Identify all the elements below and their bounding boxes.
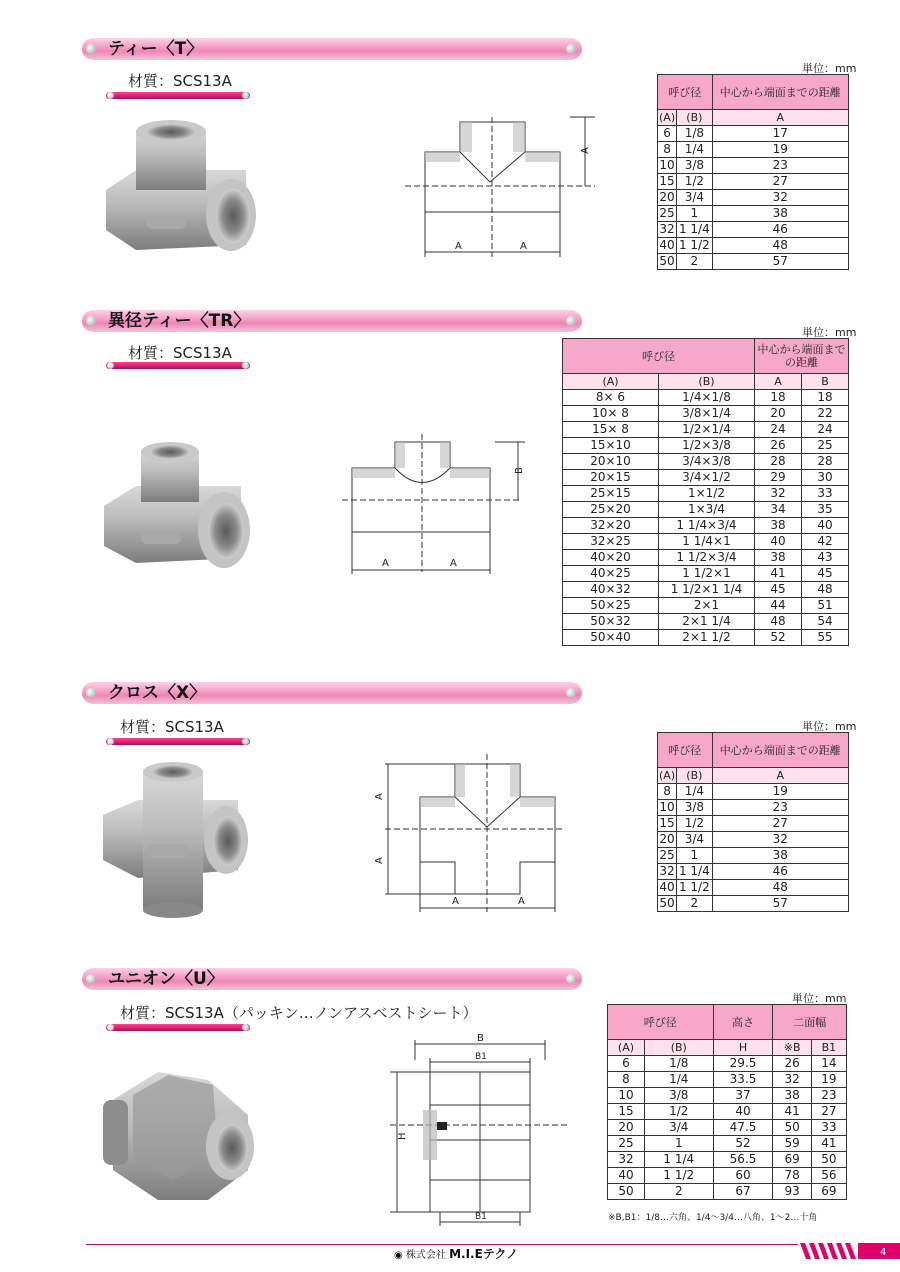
table-cell: 52 — [755, 630, 802, 646]
table-cell: 38 — [773, 1088, 811, 1104]
table-cell: 2 — [677, 896, 713, 912]
table-cell: 56 — [811, 1168, 846, 1184]
table-row — [658, 816, 849, 832]
table-cell: 40×20 — [563, 550, 659, 566]
table-row — [563, 502, 849, 518]
table-cell: 38 — [712, 206, 848, 222]
table-cell: 32×25 — [563, 534, 659, 550]
table-cell: 1 1/2×1 1/4 — [659, 582, 755, 598]
section-banner-tee — [82, 38, 582, 60]
table-cell: 3/8 — [644, 1088, 713, 1104]
unit-label: 単位：mm — [792, 992, 847, 1005]
table-cell: 6 — [658, 126, 677, 142]
table-row — [608, 1056, 847, 1072]
material-label: 材質：SCS13A — [128, 72, 232, 90]
table-row — [658, 190, 849, 206]
reducing-tee-drawing — [340, 432, 540, 577]
table-row — [563, 470, 849, 486]
table-cell: 47.5 — [713, 1120, 773, 1136]
table-cell: 23 — [712, 800, 848, 816]
table-cell: 48 — [712, 238, 848, 254]
table-cell: 10 — [659, 158, 675, 172]
table-row — [608, 1072, 847, 1088]
table-cell: 50×25 — [563, 598, 659, 614]
table-cell: 33 — [802, 486, 849, 502]
table-cell: 1 — [677, 206, 713, 222]
table-cell: 2×1 1/4 — [659, 614, 755, 630]
bullet-icon — [566, 688, 576, 698]
table-cell: 32 — [755, 486, 802, 502]
table-body — [658, 126, 849, 270]
table-cell: 20×15 — [563, 470, 659, 486]
table-cell: 27 — [811, 1104, 846, 1120]
header-size: 呼び径 — [658, 733, 713, 768]
table-cell: 27 — [712, 816, 848, 832]
table-cell: 1 1/4×1 — [659, 534, 755, 550]
dim-A-label: A — [450, 558, 457, 569]
header-A: A — [712, 110, 848, 126]
table-cell: 28 — [755, 454, 802, 470]
table-cell: 40×32 — [563, 582, 659, 598]
table-body — [563, 390, 849, 646]
table-cell: 57 — [712, 254, 848, 270]
table-cell: 35 — [802, 502, 849, 518]
table-cell: 50 — [659, 254, 675, 268]
table-cell: 40 — [713, 1104, 773, 1120]
header-b: (B) — [644, 1040, 713, 1056]
table-row — [563, 566, 849, 582]
section-title: クロス〈X〉 — [108, 683, 207, 703]
cross-photo — [98, 760, 258, 920]
table-cell: 1 1/4×3/4 — [659, 518, 755, 534]
header-size: 呼び径 — [563, 339, 755, 374]
table-cell: 2 — [677, 254, 713, 270]
table-cell: 50×32 — [563, 614, 659, 630]
table-cell: 24 — [755, 422, 802, 438]
table-cell: 18 — [755, 390, 802, 406]
table-cell: 20 — [608, 1120, 645, 1136]
table-row — [563, 630, 849, 646]
table-row — [608, 1088, 847, 1104]
table-cell: 1 1/4 — [644, 1152, 713, 1168]
table-cell: 8 — [658, 142, 677, 158]
unit-label: 単位：mm — [802, 720, 857, 733]
table-row — [563, 550, 849, 566]
table-cell: 1/2 — [644, 1104, 713, 1120]
table-cell: 22 — [802, 406, 849, 422]
section-title: ユニオン〈U〉 — [108, 969, 224, 989]
table-cell: 1 1/2 — [677, 238, 713, 254]
header-A: A — [755, 374, 802, 390]
reducing-tee-photo — [96, 438, 256, 578]
table-cell: 2 — [644, 1184, 713, 1200]
table-row — [658, 158, 849, 174]
dim-B-label: B — [477, 1033, 484, 1044]
header-a: (A) — [608, 1040, 645, 1056]
table-row — [563, 406, 849, 422]
table-cell: 25×15 — [563, 486, 659, 502]
header-b: (B) — [677, 768, 713, 784]
table-cell: 14 — [811, 1056, 846, 1072]
table-cell: 33 — [811, 1120, 846, 1136]
header-a: (A) — [659, 111, 676, 124]
table-cell: 25 — [659, 848, 675, 862]
table-cell: 8 — [658, 784, 677, 800]
table-cell: 1 — [677, 848, 713, 864]
dim-A-label: A — [452, 896, 459, 907]
table-cell: 41 — [773, 1104, 811, 1120]
table-cell: 20×10 — [563, 454, 659, 470]
bullet-icon — [86, 974, 96, 984]
bullet-icon — [566, 974, 576, 984]
table-cell: 54 — [802, 614, 849, 630]
table-cell: 1×1/2 — [659, 486, 755, 502]
table-cell: 1/4 — [677, 784, 713, 800]
bullet-icon — [566, 316, 576, 326]
table-row — [563, 518, 849, 534]
table-row — [608, 1120, 847, 1136]
company-prefix: 株式会社 — [405, 1250, 446, 1261]
section-title: ティー〈T〉 — [108, 39, 204, 59]
table-cell: 51 — [802, 598, 849, 614]
table-cell: 1/8 — [644, 1056, 713, 1072]
table-cell: 24 — [802, 422, 849, 438]
table-row — [658, 174, 849, 190]
reducing-tee-spec-table — [562, 338, 849, 646]
table-cell: 1/2 — [677, 174, 713, 190]
table-cell: 1 1/4 — [677, 222, 713, 238]
table-cell: 1/4 — [644, 1072, 713, 1088]
table-cell: 3/8×1/4 — [659, 406, 755, 422]
material-label: 材質：SCS13A（パッキン…ノンアスベストシート） — [120, 1004, 478, 1022]
table-cell: 40 — [608, 1168, 645, 1184]
table-row — [563, 614, 849, 630]
table-cell: 45 — [802, 566, 849, 582]
table-cell: 37 — [713, 1088, 773, 1104]
table-cell: 48 — [755, 614, 802, 630]
unit-label: 単位：mm — [802, 62, 857, 75]
table-cell: 19 — [712, 142, 848, 158]
footnote: ※B,B1：1/8…六角、1/4〜3/4…八角、1〜2…十角 — [608, 1213, 818, 1223]
material-underline — [106, 92, 250, 99]
table-cell: 32×20 — [563, 518, 659, 534]
table-cell: 1 1/2×1 — [659, 566, 755, 582]
table-row — [608, 1104, 847, 1120]
table-cell: 44 — [755, 598, 802, 614]
table-cell: 1/8 — [677, 126, 713, 142]
header-a: (A) — [563, 374, 659, 390]
table-row — [658, 238, 849, 254]
table-cell: 69 — [811, 1184, 846, 1200]
dim-B1-label: B1 — [475, 1052, 487, 1062]
header-b: (B) — [659, 374, 755, 390]
table-cell: 1 1/2×3/4 — [659, 550, 755, 566]
table-cell: 20 — [659, 832, 675, 846]
material-label: 材質：SCS13A — [120, 718, 224, 736]
table-cell: 25×20 — [563, 502, 659, 518]
footer-company — [394, 1245, 518, 1262]
table-cell: 40 — [755, 534, 802, 550]
dim-B1-label: B1 — [475, 1212, 487, 1222]
table-cell: 1×3/4 — [659, 502, 755, 518]
table-row — [658, 864, 849, 880]
table-cell: 1/2×1/4 — [659, 422, 755, 438]
table-cell: 41 — [811, 1136, 846, 1152]
table-cell: 46 — [712, 864, 848, 880]
dim-A-label: A — [455, 241, 462, 252]
table-row — [563, 534, 849, 550]
table-row — [658, 784, 849, 800]
table-cell: 32 — [773, 1072, 811, 1088]
company-logo-icon: ◉ — [394, 1250, 406, 1261]
table-cell: 1 1/2 — [677, 880, 713, 896]
table-cell: 3/4 — [644, 1120, 713, 1136]
table-cell: 1/4 — [677, 142, 713, 158]
dim-A-label: A — [518, 896, 525, 907]
table-cell: 15×10 — [563, 438, 659, 454]
table-row — [563, 454, 849, 470]
table-row — [658, 896, 849, 912]
section-banner-cross — [82, 682, 582, 704]
dim-B-label: B — [514, 467, 525, 474]
table-cell: 2×1 1/2 — [659, 630, 755, 646]
table-row — [608, 1136, 847, 1152]
table-row — [658, 254, 849, 270]
table-cell: 15× 8 — [563, 422, 659, 438]
table-cell: 40 — [802, 518, 849, 534]
cross-spec-table — [657, 732, 849, 912]
table-cell: 3/4 — [677, 190, 713, 206]
table-cell: 28 — [802, 454, 849, 470]
table-cell: 1 — [644, 1136, 713, 1152]
table-cell: 15 — [659, 174, 675, 188]
table-cell: 57 — [712, 896, 848, 912]
table-cell: 26 — [773, 1056, 811, 1072]
table-cell: 48 — [712, 880, 848, 896]
table-cell: 23 — [811, 1088, 846, 1104]
table-cell: 40 — [659, 880, 675, 894]
table-cell: 1 1/2 — [644, 1168, 713, 1184]
header-B: ※B — [773, 1040, 811, 1056]
dim-A-label: A — [382, 558, 389, 569]
table-cell: 23 — [712, 158, 848, 174]
table-cell: 27 — [712, 174, 848, 190]
table-cell: 10 — [608, 1088, 645, 1104]
table-cell: 25 — [802, 438, 849, 454]
table-cell: 10 — [659, 800, 675, 814]
table-cell: 3/4×3/8 — [659, 454, 755, 470]
material-underline — [106, 738, 250, 745]
table-row — [563, 598, 849, 614]
table-cell: 50 — [659, 896, 675, 910]
table-cell: 67 — [713, 1184, 773, 1200]
table-row — [563, 582, 849, 598]
table-cell: 93 — [773, 1184, 811, 1200]
table-row — [658, 880, 849, 896]
table-cell: 40×25 — [563, 566, 659, 582]
table-cell: 33.5 — [713, 1072, 773, 1088]
table-cell: 29.5 — [713, 1056, 773, 1072]
header-dist: 中心から端面までの距離 — [712, 733, 848, 768]
union-spec-table — [607, 1004, 847, 1200]
header-H: H — [713, 1040, 773, 1056]
table-cell: 56.5 — [713, 1152, 773, 1168]
bullet-icon — [86, 44, 96, 54]
page-number-badge — [800, 1243, 900, 1259]
table-row — [608, 1184, 847, 1200]
dim-A-label: A — [374, 793, 385, 800]
header-flats: 二面幅 — [773, 1005, 847, 1040]
unit-label: 単位：mm — [802, 326, 857, 339]
table-row — [563, 390, 849, 406]
header-a: (A) — [659, 769, 676, 782]
table-cell: 10× 8 — [563, 406, 659, 422]
table-cell: 46 — [712, 222, 848, 238]
dim-H-label: H — [397, 1132, 408, 1140]
table-cell: 32 — [608, 1152, 645, 1168]
table-cell: 50 — [811, 1152, 846, 1168]
table-cell: 34 — [755, 502, 802, 518]
cross-drawing — [370, 752, 570, 917]
table-cell: 32 — [712, 190, 848, 206]
table-row — [658, 848, 849, 864]
table-cell: 20 — [755, 406, 802, 422]
union-drawing — [385, 1030, 575, 1230]
table-cell: 3/4 — [677, 832, 713, 848]
table-cell: 40 — [659, 238, 675, 252]
table-cell: 38 — [755, 550, 802, 566]
table-cell: 25 — [608, 1136, 645, 1152]
table-row — [563, 486, 849, 502]
table-cell: 6 — [608, 1056, 645, 1072]
table-body — [658, 784, 849, 912]
dim-A-label: A — [520, 241, 527, 252]
table-cell: 3/8 — [677, 158, 713, 174]
header-b: (B) — [677, 110, 713, 126]
table-row — [563, 422, 849, 438]
tee-photo — [96, 120, 266, 270]
header-B1: B1 — [811, 1040, 846, 1056]
table-cell: 48 — [802, 582, 849, 598]
table-cell: 1 1/4 — [677, 864, 713, 880]
table-body — [608, 1056, 847, 1200]
table-cell: 3/8 — [677, 800, 713, 816]
table-cell: 41 — [755, 566, 802, 582]
tee-spec-table — [657, 74, 849, 270]
table-cell: 32 — [659, 864, 675, 878]
header-dist: 中心から端面までの距離 — [755, 339, 849, 374]
dim-A-label: A — [580, 147, 591, 154]
table-row — [608, 1152, 847, 1168]
table-row — [658, 800, 849, 816]
table-cell: 50 — [773, 1120, 811, 1136]
header-size: 呼び径 — [608, 1005, 714, 1040]
table-cell: 38 — [712, 848, 848, 864]
bullet-icon — [566, 44, 576, 54]
table-cell: 32 — [659, 222, 675, 236]
table-cell: 29 — [755, 470, 802, 486]
material-label: 材質：SCS13A — [128, 344, 232, 362]
table-cell: 15 — [608, 1104, 645, 1120]
table-cell: 78 — [773, 1168, 811, 1184]
table-cell: 32 — [712, 832, 848, 848]
bullet-icon — [86, 316, 96, 326]
tee-drawing — [400, 112, 600, 262]
table-cell: 43 — [802, 550, 849, 566]
header-size: 呼び径 — [658, 75, 713, 110]
table-cell: 26 — [755, 438, 802, 454]
material-underline — [106, 362, 250, 369]
section-title: 異径ティー〈TR〉 — [108, 311, 251, 331]
table-cell: 8 — [608, 1072, 645, 1088]
bullet-icon — [86, 688, 96, 698]
table-cell: 15 — [659, 816, 675, 830]
table-cell: 42 — [802, 534, 849, 550]
table-cell: 18 — [802, 390, 849, 406]
company-name: M.I.Eテクノ — [449, 1247, 519, 1261]
table-cell: 25 — [659, 206, 675, 220]
table-cell: 2×1 — [659, 598, 755, 614]
table-cell: 3/4×1/2 — [659, 470, 755, 486]
table-row — [658, 126, 849, 142]
header-dist: 中心から端面までの距離 — [712, 75, 848, 110]
table-cell: 38 — [755, 518, 802, 534]
union-photo — [98, 1060, 258, 1210]
table-cell: 8× 6 — [563, 390, 659, 406]
section-banner-union — [82, 968, 582, 990]
table-row — [658, 832, 849, 848]
table-cell: 19 — [712, 784, 848, 800]
table-cell: 55 — [802, 630, 849, 646]
table-cell: 1/2×3/8 — [659, 438, 755, 454]
table-cell: 19 — [811, 1072, 846, 1088]
dim-A-label: A — [374, 857, 385, 864]
table-row — [658, 222, 849, 238]
table-cell: 50×40 — [563, 630, 659, 646]
header-height: 高さ — [713, 1005, 773, 1040]
table-cell: 1/2 — [677, 816, 713, 832]
table-cell: 60 — [713, 1168, 773, 1184]
header-A: A — [712, 768, 848, 784]
table-cell: 20 — [659, 190, 675, 204]
table-cell: 45 — [755, 582, 802, 598]
table-row — [608, 1168, 847, 1184]
table-cell: 50 — [608, 1184, 645, 1200]
table-cell: 30 — [802, 470, 849, 486]
table-cell: 69 — [773, 1152, 811, 1168]
table-cell: 17 — [712, 126, 848, 142]
table-row — [563, 438, 849, 454]
page-number: 4 — [880, 1247, 887, 1258]
header-B: B — [802, 374, 849, 390]
table-cell: 52 — [713, 1136, 773, 1152]
table-cell: 59 — [773, 1136, 811, 1152]
material-underline — [106, 1024, 250, 1031]
section-banner-reducing-tee — [82, 310, 582, 332]
table-cell: 1/4×1/8 — [659, 390, 755, 406]
table-row — [658, 206, 849, 222]
table-row — [658, 142, 849, 158]
